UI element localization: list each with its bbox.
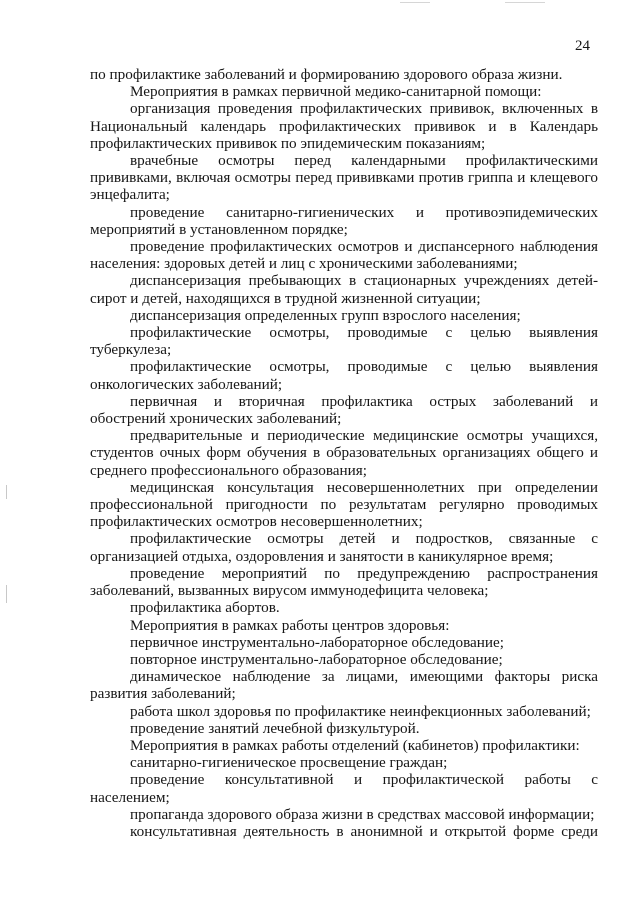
scan-artifact <box>6 585 7 603</box>
paragraph: пропаганда здорового образа жизни в средствах массовой информации; <box>130 805 595 823</box>
paragraph: профилактические осмотры, проводимые с целью выявления туберкулеза; <box>90 324 598 359</box>
page-number: 24 <box>575 38 590 54</box>
paragraph: повторное инструментально-лабораторное обследование; <box>130 650 503 668</box>
paragraph: проведение профилактических осмотров и диспансерного наблюдения населения: здоровых детей и лиц с хроническими заболеваниями; <box>90 238 598 273</box>
paragraph: организация проведения профилактических прививок, включенных в Национальный календарь профилактических прививок и в Календарь профилактических прививок по эпидемическим показаниям; <box>90 100 598 152</box>
paragraph: первичная и вторичная профилактика острых заболеваний и обострений хронических заболеваний; <box>90 392 598 428</box>
paragraph: диспансеризация определенных групп взрослого населения; <box>130 306 521 324</box>
scan-artifact <box>6 485 7 499</box>
document-body <box>90 66 598 840</box>
paragraph: проведение занятий лечебной физкультурой. <box>130 719 420 737</box>
paragraph: профилактические осмотры детей и подростков, связанные с организацией отдыха, оздоровления и занятости в каникулярное время; <box>90 530 598 565</box>
scan-artifact <box>505 2 545 3</box>
paragraph: работа школ здоровья по профилактике неинфекционных заболеваний; <box>130 702 591 720</box>
paragraph: медицинская консультация несовершеннолетних при определении профессиональной пригодности по результатам регулярно проводимых профилактических осмотров несовершеннолетних; <box>90 478 598 531</box>
paragraph: по профилактике заболеваний и формированию здорового образа жизни. <box>90 66 563 83</box>
paragraph: Мероприятия в рамках первичной медико-санитарной помощи: <box>130 83 542 101</box>
paragraph: предварительные и периодические медицинские осмотры учащихся, студентов очных форм обучения в образовательных организациях общего и среднего профессионального образования; <box>90 427 598 479</box>
paragraph: консультативная деятельность в анонимной и открытой форме среди <box>130 822 598 840</box>
paragraph: проведение консультативной и профилактической работы с населением; <box>90 771 598 806</box>
paragraph: профилактика абортов. <box>130 599 280 617</box>
paragraph: Мероприятия в рамках работы отделений (кабинетов) профилактики: <box>130 736 580 754</box>
paragraph: проведение санитарно-гигиенических и противоэпидемических мероприятий в установленном порядке; <box>90 203 598 238</box>
paragraph: Мероприятия в рамках работы центров здоровья: <box>130 616 450 634</box>
paragraph: врачебные осмотры перед календарными профилактическими прививками, включая осмотры перед прививками против гриппа и клещевого энцефалита; <box>90 152 598 204</box>
paragraph: первичное инструментально-лабораторное обследование; <box>130 633 504 651</box>
paragraph: профилактические осмотры, проводимые с целью выявления онкологических заболеваний; <box>90 358 598 393</box>
paragraph: проведение мероприятий по предупреждению распространения заболеваний, вызванных вирусом иммунодефицита человека; <box>90 564 598 600</box>
scan-artifact <box>400 2 430 3</box>
paragraph: санитарно-гигиеническое просвещение граждан; <box>130 754 448 772</box>
paragraph: динамическое наблюдение за лицами, имеющими факторы риска развития заболеваний; <box>90 668 598 703</box>
paragraph: диспансеризация пребывающих в стационарных учреждениях детей-сирот и детей, находящихся в трудной жизненной ситуации; <box>90 272 598 307</box>
